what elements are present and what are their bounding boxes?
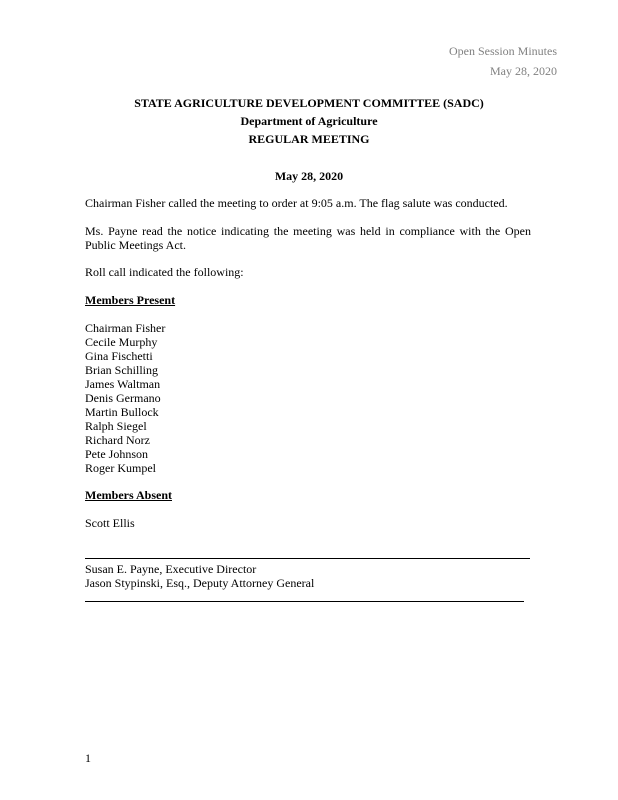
members-present-list xyxy=(85,321,165,475)
department-name: Department of Agriculture xyxy=(240,114,378,128)
staff-list xyxy=(85,562,314,590)
list-item: Ralph Siegel xyxy=(85,419,147,433)
committee-name: STATE AGRICULTURE DEVELOPMENT COMMITTEE (SADC) xyxy=(134,96,484,110)
list-item: Martin Bullock xyxy=(85,405,159,419)
meeting-type: REGULAR MEETING xyxy=(248,132,370,146)
header-title: Open Session Minutes xyxy=(449,44,557,58)
list-item: Pete Johnson xyxy=(85,447,148,461)
staff-executive-director: Susan E. Payne, Executive Director xyxy=(85,562,257,576)
notice-paragraph: Ms. Payne read the notice indicating the meeting was held in compliance with the Open Public Meetings Act. xyxy=(85,224,531,252)
list-item: Roger Kumpel xyxy=(85,461,156,475)
list-item: Scott Ellis xyxy=(85,516,135,530)
members-present-heading: Members Present xyxy=(85,293,176,307)
list-item: Denis Germano xyxy=(85,391,161,405)
call-to-order-paragraph: Chairman Fisher called the meeting to order at 9:05 a.m. The flag salute was conducted. xyxy=(85,196,508,210)
divider-bottom xyxy=(85,601,524,602)
roll-call-paragraph: Roll call indicated the following: xyxy=(85,265,244,279)
list-item: Gina Fischetti xyxy=(85,349,153,363)
list-item: James Waltman xyxy=(85,377,161,391)
running-header xyxy=(449,41,557,81)
list-item: Brian Schilling xyxy=(85,363,158,377)
list-item: Richard Norz xyxy=(85,433,150,447)
header-date: May 28, 2020 xyxy=(490,64,557,78)
staff-deputy-attorney-general: Jason Stypinski, Esq., Deputy Attorney General xyxy=(85,576,315,590)
page-number: 1 xyxy=(85,751,91,765)
list-item: Chairman Fisher xyxy=(85,321,166,335)
meeting-date: May 28, 2020 xyxy=(274,169,344,183)
members-absent-heading: Members Absent xyxy=(85,488,172,502)
members-absent-list xyxy=(85,516,135,530)
list-item: Cecile Murphy xyxy=(85,335,158,349)
divider-top xyxy=(85,558,530,559)
